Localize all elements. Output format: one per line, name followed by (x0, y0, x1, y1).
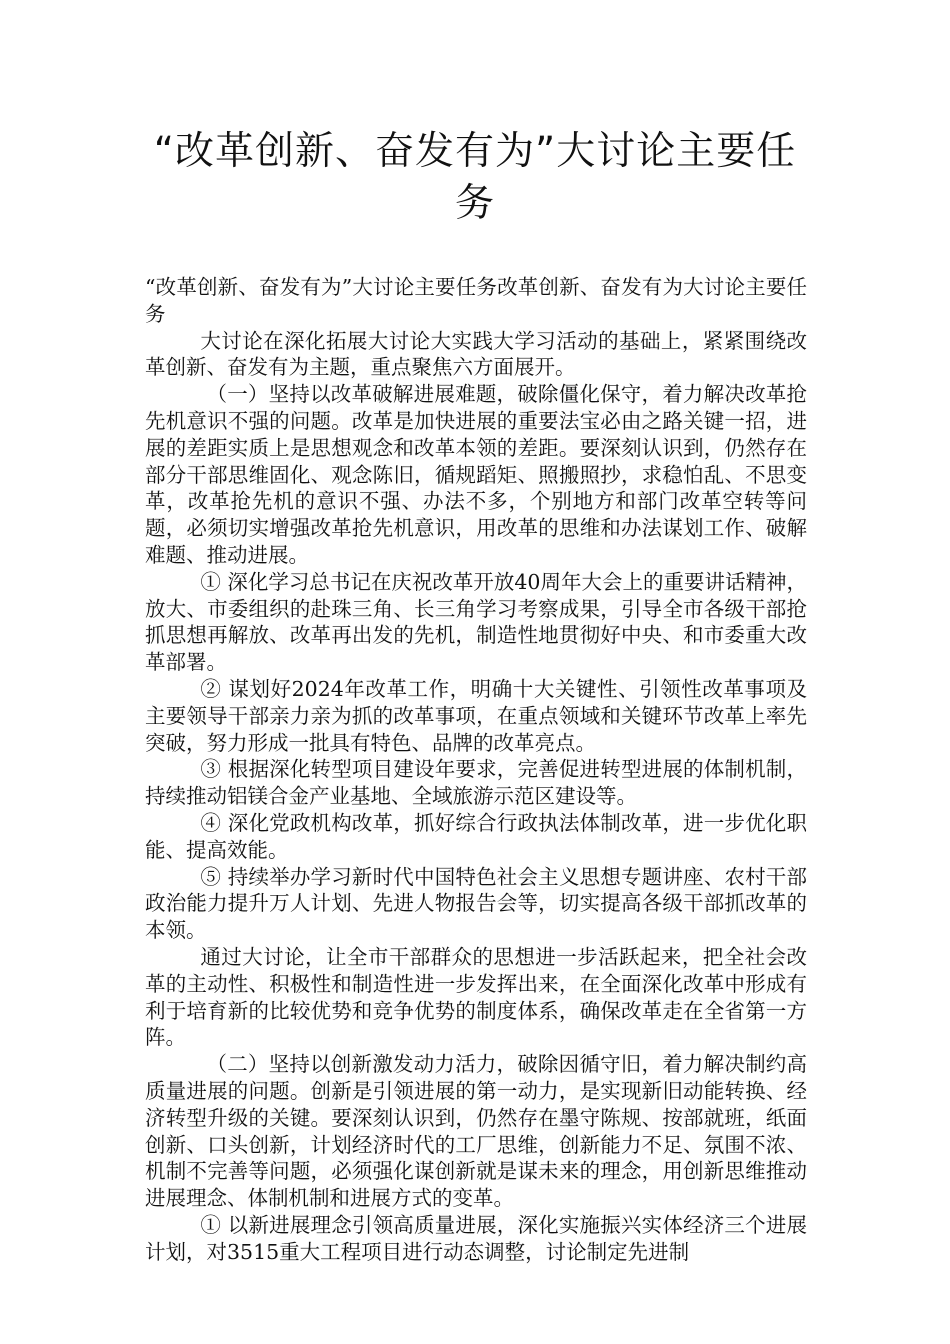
document-title: “改革创新、奋发有为”大讨论主要任务 (153, 129, 797, 226)
list-item: ③ 根据深化转型项目建设年要求，完善促进转型进展的体制机制，持续推动铝镁合金产业基地、全域旅游示范区建设等。 (145, 757, 807, 809)
section-paragraph: （一）坚持以改革破解进展难题，破除僵化保守，着力解决改革抢先机意识不强的问题。改革是加快进展的重要法宝必由之路关键一招，进展的差距实质上是思想观念和改革本领的差距。要深刻认识到，仍然存在部分干部思维固化、观念陈旧，循规蹈矩、照搬照抄，求稳怕乱、不思变革，改革抢先机的意识不强、办法不多，个别地方和部门改革空转等问题，必须切实增强改革抢先机意识，用改革的思维和办法谋划工作、破解难题、推动进展。 (145, 382, 807, 567)
lead-paragraph: “改革创新、奋发有为”大讨论主要任务改革创新、奋发有为大讨论主要任务 (145, 275, 807, 326)
body-paragraph: 大讨论在深化拓展大讨论大实践大学习活动的基础上，紧紧围绕改革创新、奋发有为主题，重点聚焦六方面展开。 (145, 328, 807, 380)
list-item: ② 谋划好2024年改革工作，明确十大关键性、引领性改革事项及主要领导干部亲力亲为抓的改革事项，在重点领域和关键环节改革上率先突破，努力形成一批具有特色、品牌的改革亮点。 (145, 676, 807, 755)
body-paragraph: 通过大讨论，让全市干部群众的思想进一步活跃起来，把全社会改革的主动性、积极性和制造性进一步发挥出来，在全面深化改革中形成有利于培育新的比较优势和竞争优势的制度体系，确保改革走在全省第一方阵。 (145, 944, 807, 1050)
list-item: ④ 深化党政机构改革，抓好综合行政执法体制改革，进一步优化职能、提高效能。 (145, 810, 807, 862)
list-item: ⑤ 持续举办学习新时代中国特色社会主义思想专题讲座、农村干部政治能力提升万人计划、先进人物报告会等，切实提高各级干部抓改革的本领。 (145, 864, 807, 943)
list-item: ① 深化学习总书记在庆祝改革开放40周年大会上的重要讲话精神，放大、市委组织的赴珠三角、长三角学习考察成果，引导全市各级干部抢抓思想再解放、改革再出发的先机，制造性地贯彻好中央、和市委重大改革部署。 (145, 569, 807, 675)
document-body (145, 274, 807, 1265)
list-item: ① 以新进展理念引领高质量进展，深化实施振兴实体经济三个进展计划，对3515重大工程项目进行动态调整，讨论制定先进制 (145, 1212, 807, 1264)
section-paragraph: （二）坚持以创新激发动力活力，破除因循守旧，着力解决制约高质量进展的问题。创新是引领进展的第一动力，是实现新旧动能转换、经济转型升级的关键。要深刻认识到，仍然存在墨守陈规、按部就班，纸面创新、口头创新，计划经济时代的工厂思维，创新能力不足、氛围不浓、机制不完善等问题，必须强化谋创新就是谋未来的理念，用创新思维推动进展理念、体制机制和进展方式的变革。 (145, 1052, 807, 1211)
